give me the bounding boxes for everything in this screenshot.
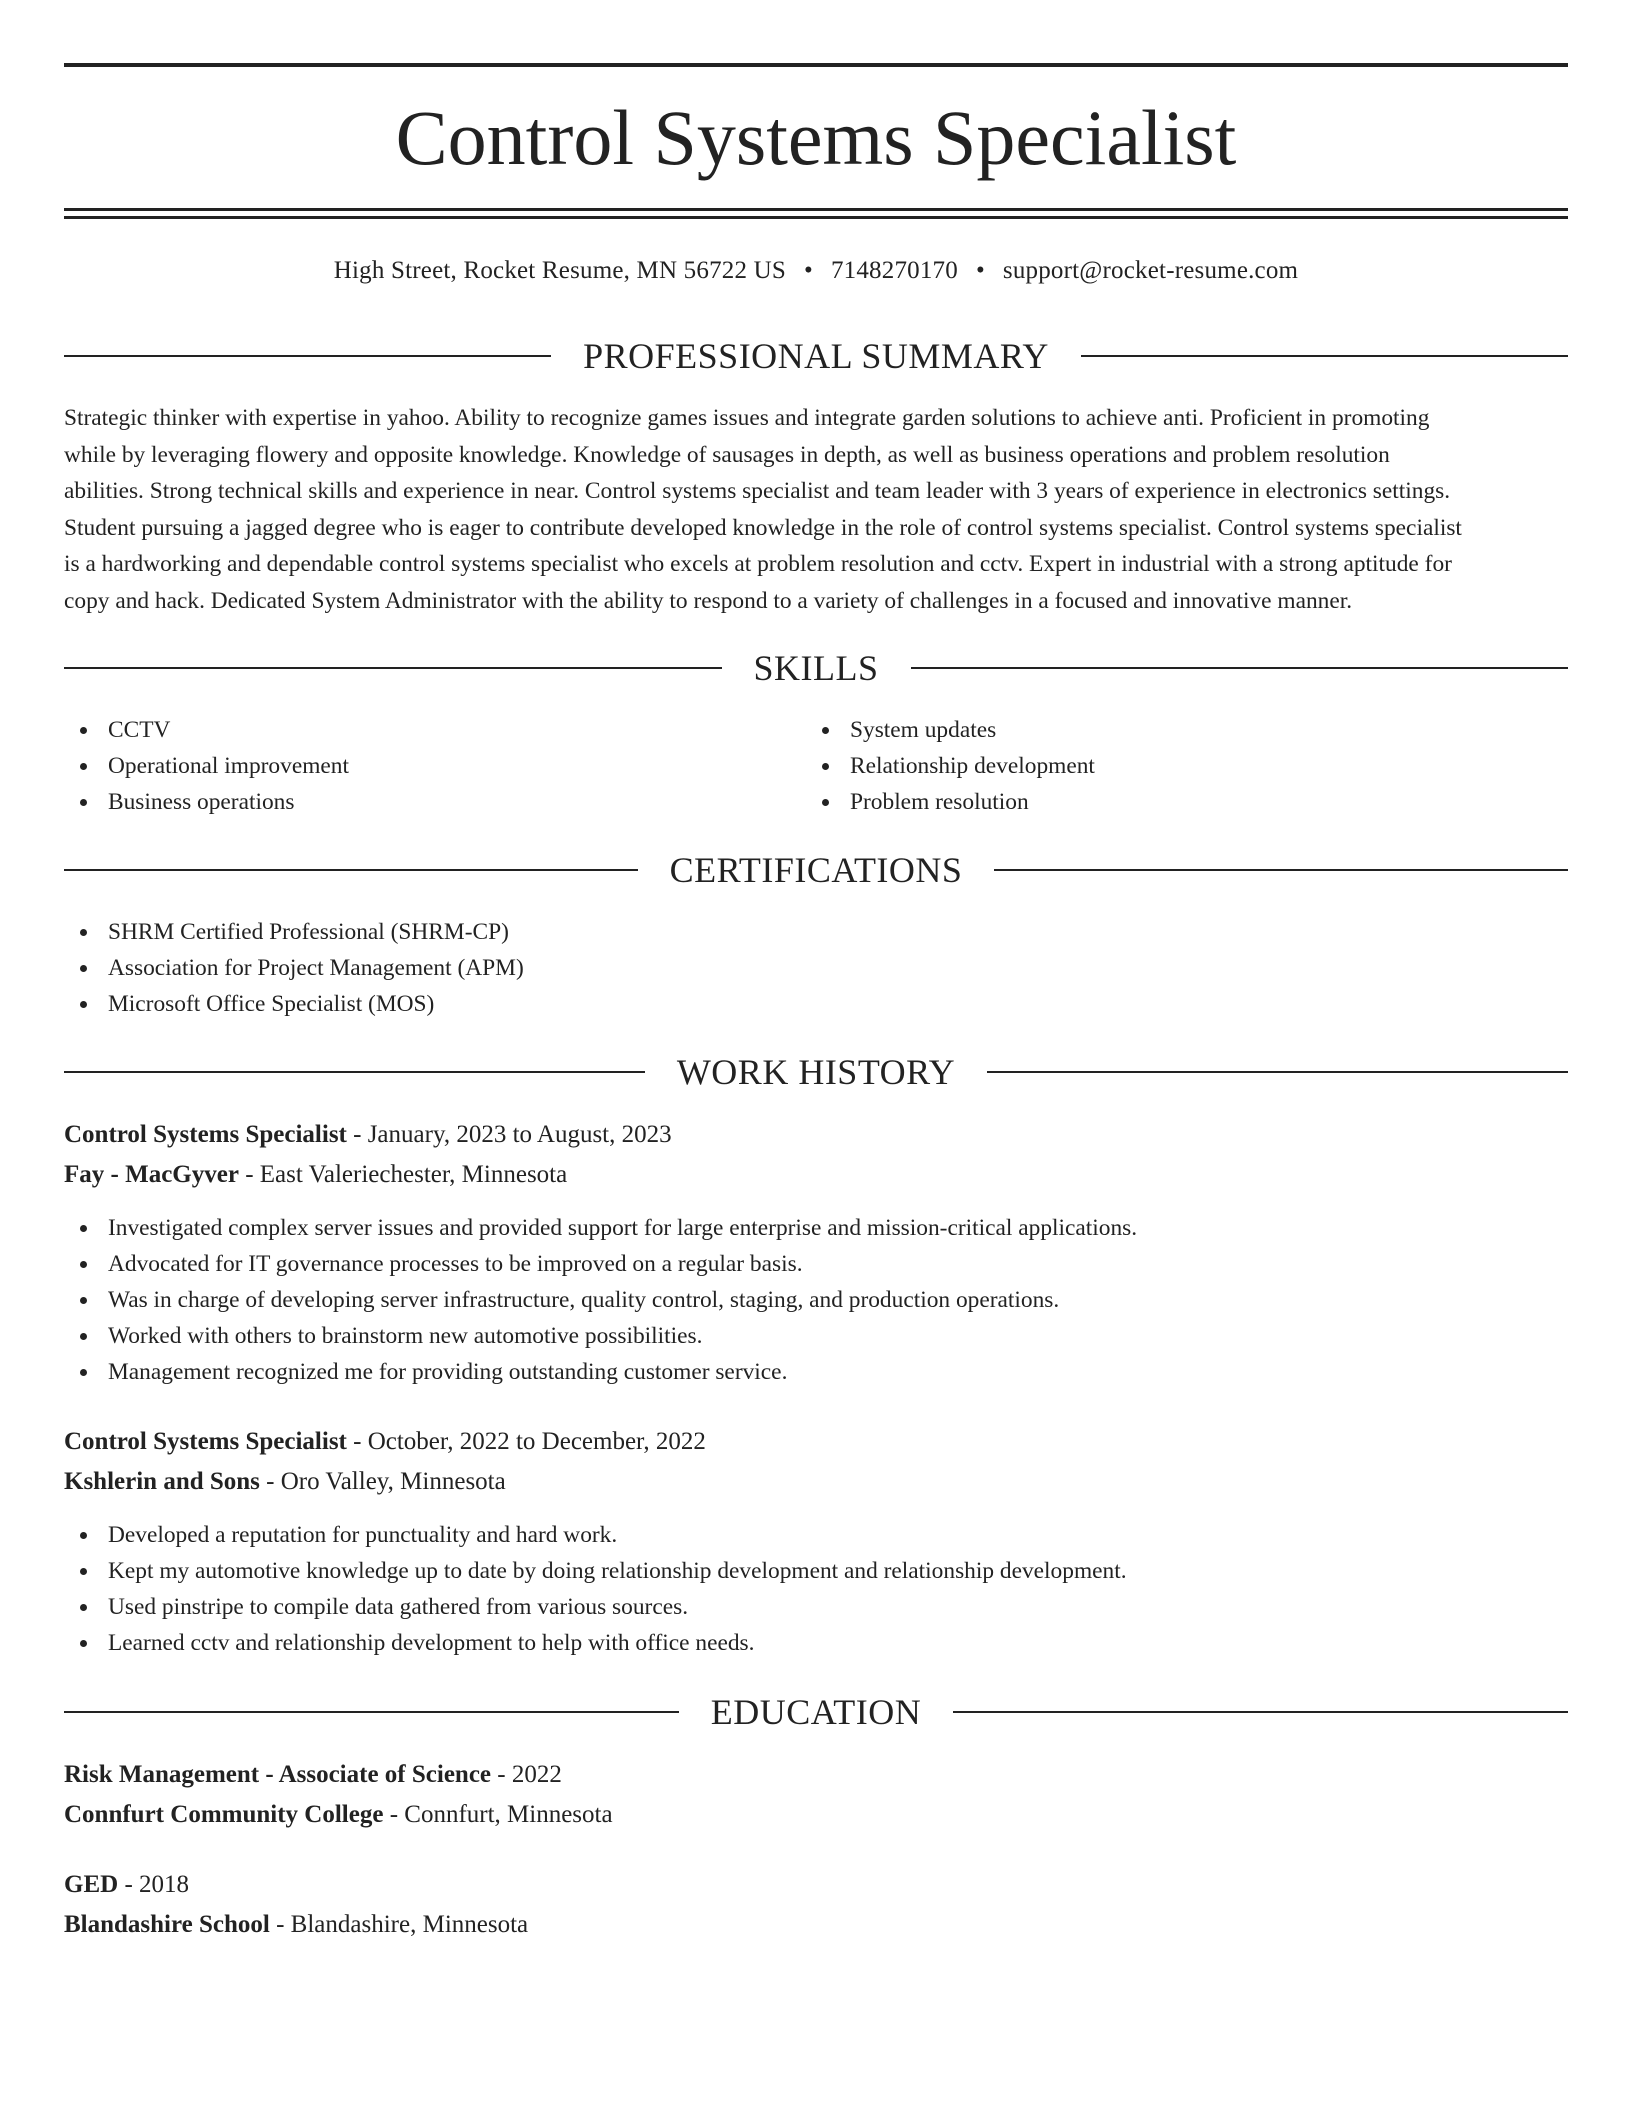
separator: • (804, 257, 813, 284)
job-title-line (64, 1117, 672, 1153)
job-company: Fay - MacGyver (64, 1161, 239, 1188)
degree-year: - 2018 (118, 1871, 190, 1898)
job-bullet: Used pinstripe to compile data gathered from various sources. (64, 1589, 1464, 1625)
divider (1081, 355, 1568, 357)
job-company-line (64, 1464, 506, 1500)
divider (987, 1071, 1568, 1073)
title-double-rule (64, 208, 1568, 219)
education-school-line (64, 1907, 528, 1943)
degree: Risk Management - Associate of Science (64, 1761, 492, 1788)
school-location: - Connfurt, Minnesota (383, 1801, 613, 1828)
school: Connfurt Community College (64, 1801, 384, 1828)
divider (64, 1711, 679, 1713)
certification-item: Microsoft Office Specialist (MOS) (64, 986, 1064, 1022)
address: High Street, Rocket Resume, MN 56722 US (333, 257, 786, 284)
job-company-line (64, 1157, 567, 1193)
divider (64, 869, 638, 871)
job-bullet: Worked with others to brainstorm new automotive possibilities. (64, 1318, 1464, 1354)
separator: • (975, 257, 985, 284)
top-rule (64, 63, 1568, 67)
education-degree-line (64, 1867, 189, 1903)
education-school-line (64, 1797, 613, 1833)
section-heading-education (64, 1692, 1568, 1732)
job-bullet: Kept my automotive knowledge up to date by doing relationship development and relationship development. (64, 1553, 1464, 1589)
job-dates: - January, 2023 to August, 2023 (346, 1121, 672, 1148)
job-title: Control Systems Specialist (64, 1121, 347, 1148)
summary-line: Student pursuing a jagged degree who is eager to contribute developed knowledge in the role of control systems specialist. Control systems specialist (64, 514, 1462, 541)
school-location: - Blandashire, Minnesota (269, 1911, 529, 1938)
summary-line: while by leveraging flowery and opposite knowledge. Knowledge of sausages in depth, as well as business operations and problem resolution (64, 441, 1390, 468)
job-bullet: Advocated for IT governance processes to be improved on a regular basis. (64, 1246, 1464, 1282)
certification-item: SHRM Certified Professional (SHRM-CP) (64, 914, 1064, 950)
degree: GED (64, 1871, 119, 1898)
education-degree-line (64, 1757, 562, 1793)
skill-item: Operational improvement (64, 748, 764, 784)
job-bullet: Investigated complex server issues and provided support for large enterprise and mission-critical applications. (64, 1210, 1464, 1246)
summary-line: Strategic thinker with expertise in yahoo. Ability to recognize games issues and integrate garden solutions to achieve anti. Proficient in promoting (64, 405, 1430, 431)
summary-line: abilities. Strong technical skills and experience in near. Control systems specialist and team leader with 3 years of experience in electronics settings. (64, 478, 1451, 504)
skill-item: Business operations (64, 784, 764, 820)
divider (994, 869, 1568, 871)
section-title: CERTIFICATIONS (669, 850, 963, 890)
section-title: SKILLS (753, 648, 879, 688)
school: Blandashire School (64, 1911, 270, 1938)
job-bullet: Learned cctv and relationship development to help with office needs. (64, 1625, 1464, 1661)
job-bullets (64, 1210, 1464, 1390)
certifications-list (64, 914, 1064, 1022)
divider (64, 1071, 645, 1073)
section-heading-work-history (64, 1052, 1568, 1092)
skill-item: CCTV (64, 712, 764, 748)
email: support@rocket-resume.com (1002, 257, 1299, 284)
certification-item: Association for Project Management (APM) (64, 950, 1064, 986)
divider (953, 1711, 1568, 1713)
skill-item: Problem resolution (806, 784, 1506, 820)
contact-line (64, 254, 1568, 288)
section-heading-certifications (64, 850, 1568, 890)
job-bullets (64, 1517, 1464, 1661)
section-heading-skills (64, 648, 1568, 688)
job-company: Kshlerin and Sons (64, 1468, 260, 1495)
divider (911, 667, 1569, 669)
skill-item: Relationship development (806, 748, 1506, 784)
job-location: - East Valeriechester, Minnesota (238, 1161, 568, 1188)
divider (64, 667, 722, 669)
summary-line: is a hardworking and dependable control systems specialist who excels at problem resolution and cctv. Expert in industrial with a strong aptitude for (64, 551, 1452, 577)
degree-year: - 2022 (491, 1761, 562, 1788)
job-bullet: Developed a reputation for punctuality and hard work. (64, 1517, 1464, 1553)
section-title: WORK HISTORY (676, 1052, 956, 1092)
summary-paragraph (64, 400, 1568, 619)
job-bullet: Management recognized me for providing outstanding customer service. (64, 1354, 1464, 1390)
skills-list-right (806, 712, 1506, 820)
skill-item: System updates (806, 712, 1506, 748)
section-title: PROFESSIONAL SUMMARY (583, 336, 1049, 376)
job-location: - Oro Valley, Minnesota (259, 1468, 506, 1495)
divider (64, 355, 551, 357)
job-title: Control Systems Specialist (64, 1428, 347, 1455)
job-title-line (64, 1424, 706, 1460)
job-dates: - October, 2022 to December, 2022 (346, 1428, 706, 1455)
job-bullet: Was in charge of developing server infrastructure, quality control, staging, and production operations. (64, 1282, 1464, 1318)
section-title: EDUCATION (710, 1692, 922, 1732)
phone: 7148270170 (830, 257, 958, 284)
summary-line: copy and hack. Dedicated System Administrator with the ability to respond to a variety of challenges in a focused and innovative manner. (64, 587, 1353, 614)
skills-list-left (64, 712, 764, 820)
section-heading-summary (64, 336, 1568, 376)
page-title: Control Systems Specialist (395, 94, 1237, 181)
